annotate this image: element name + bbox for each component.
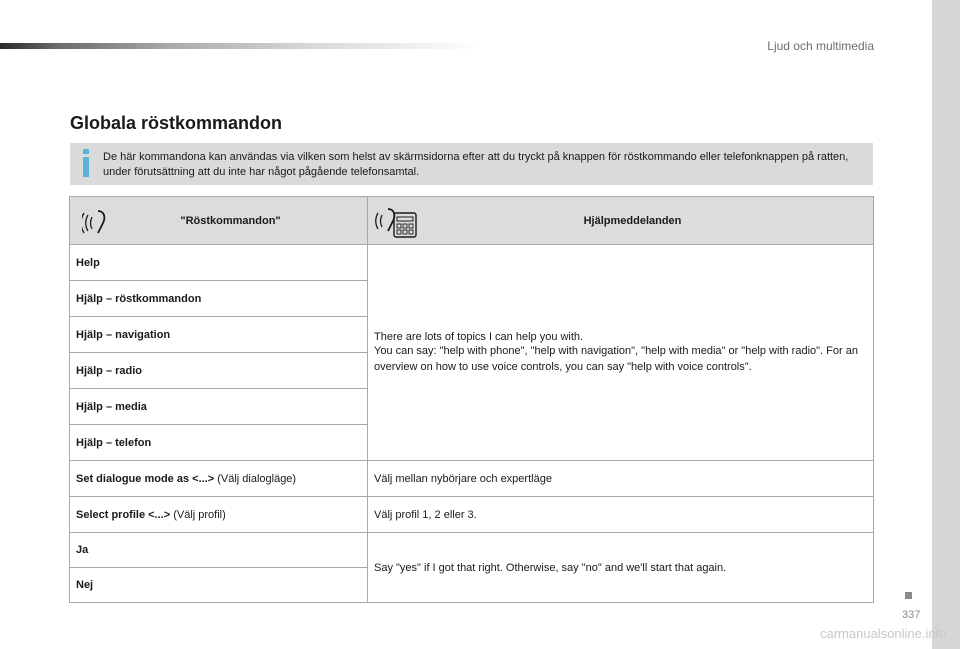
table-row xyxy=(70,533,874,568)
header-commands xyxy=(70,197,368,245)
command-cell: Ja xyxy=(70,533,368,568)
voice-command-table xyxy=(69,196,874,603)
command-text: Set dialogue mode as <...> xyxy=(76,472,215,485)
command-cell: Hjälp – navigation xyxy=(70,317,368,353)
page-title: Globala röstkommandon xyxy=(70,113,283,133)
page-edge-strip xyxy=(932,0,960,649)
help-message-line1: There are lots of topics I can help you with. xyxy=(374,330,584,343)
message-cell: Välj profil 1, 2 eller 3. xyxy=(368,497,874,533)
command-cell: Nej xyxy=(70,568,368,603)
help-message-cell xyxy=(368,245,874,461)
command-cell xyxy=(70,497,368,533)
command-cell xyxy=(70,461,368,497)
command-cell: Hjälp – telefon xyxy=(70,425,368,461)
header-gradient-bar xyxy=(0,43,480,49)
command-translation: (Välj profil) xyxy=(170,508,226,521)
command-cell: Hjälp – media xyxy=(70,389,368,425)
table-row xyxy=(70,497,874,533)
help-message-line2: You can say: "help with phone", "help with navigation", "help with media" or "help with radio". For an overview on how to use voice controls, you can say "help with voice controls". xyxy=(374,344,858,373)
table-header-row xyxy=(70,197,874,245)
page-marker xyxy=(905,592,912,599)
command-translation: (Välj dialogläge) xyxy=(214,472,297,485)
info-box xyxy=(70,143,873,185)
info-icon xyxy=(83,149,89,177)
command-cell: Help xyxy=(70,245,368,281)
section-label: Ljud och multimedia xyxy=(767,39,874,53)
voice-command-icon xyxy=(82,203,112,237)
info-text: De här kommandona kan användas via vilken som helst av skärmsidorna efter att du tryckt på knappen för röstkommando eller telefonknappen på ratten, under förutsättning att du inte har något pågående telefonsamtal. xyxy=(103,151,849,178)
voice-help-icon xyxy=(374,203,418,241)
command-text: Select profile <...> xyxy=(76,508,171,521)
yes-no-message-cell: Say "yes" if I got that right. Otherwise, say "no" and we'll start that again. xyxy=(368,533,874,603)
header-messages-label: Hjälpmeddelanden xyxy=(583,214,682,227)
header-messages xyxy=(368,197,874,245)
command-cell: Hjälp – radio xyxy=(70,353,368,389)
table-row xyxy=(70,245,874,281)
watermark: carmanualsonline.info xyxy=(820,626,947,641)
command-cell: Hjälp – röstkommandon xyxy=(70,281,368,317)
table-row xyxy=(70,461,874,497)
header-commands-label: "Röstkommandon" xyxy=(180,214,281,227)
message-cell: Välj mellan nybörjare och expertläge xyxy=(368,461,874,497)
page-number: 337 xyxy=(902,609,921,621)
